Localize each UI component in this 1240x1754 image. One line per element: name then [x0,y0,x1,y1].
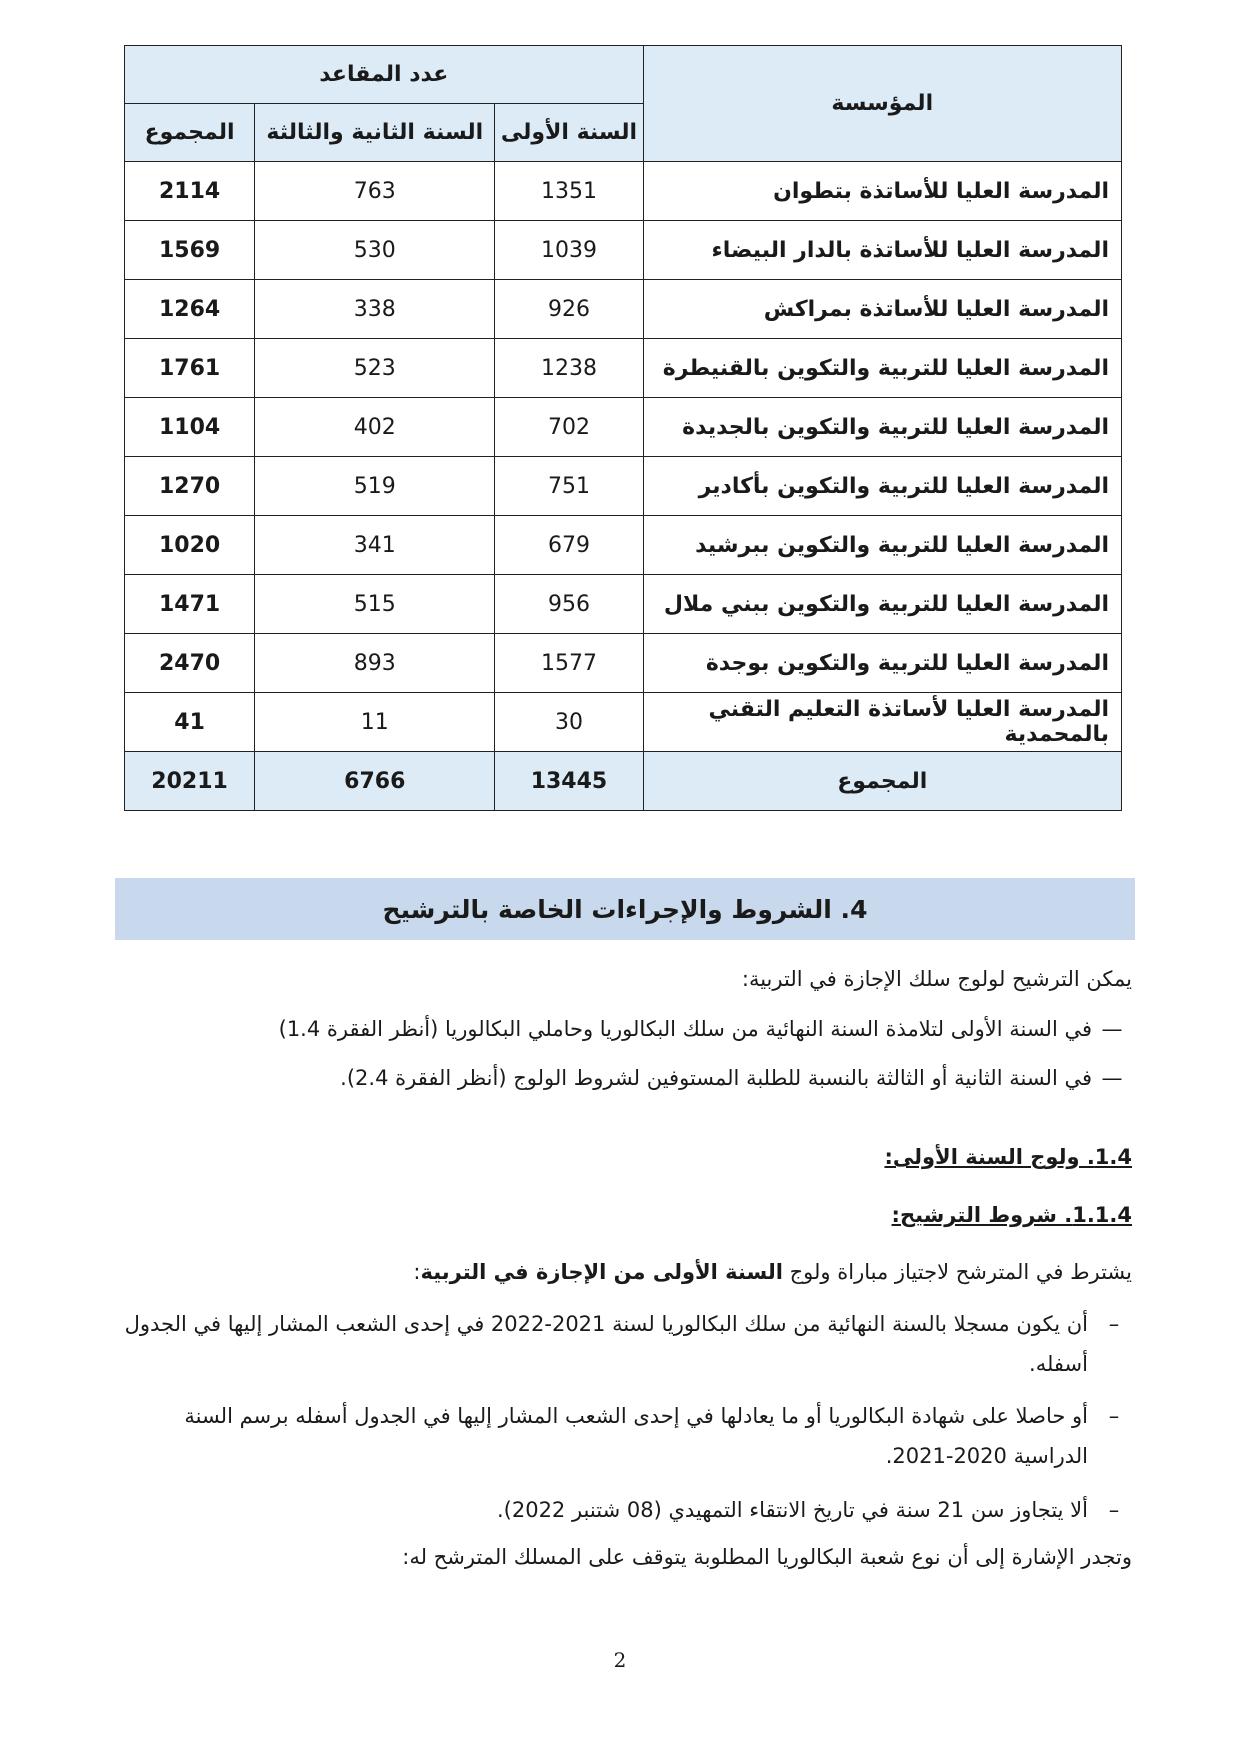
cell-year1: 751 [495,457,643,516]
cell-total: 1761 [125,339,255,398]
cell-institution: المدرسة العليا للأساتذة بالدار البيضاء [643,221,1121,280]
cell-year1: 956 [495,575,643,634]
table-row [125,457,1122,516]
cell-year1: 30 [495,693,643,752]
table-row [125,162,1122,221]
cell-total: 1270 [125,457,255,516]
header-year23: السنة الثانية والثالثة [255,104,495,162]
cell-year23: 515 [255,575,495,634]
cell-year23: 341 [255,516,495,575]
dash-icon: – [1108,1312,1120,1336]
list-item [279,1017,1132,1041]
cell-year1: 702 [495,398,643,457]
dash-icon: — [1101,1066,1123,1090]
condition-text: أن يكون مسجلا بالسنة النهائية من سلك البكالوريا لسنة 2021-2022 في إحدى الشعب المشار إليها في الجدول أسفله. [124,1312,1088,1376]
cell-year1: 1238 [495,339,643,398]
cell-institution: المدرسة العليا للتربية والتكوين ببني ملال [643,575,1121,634]
condition-intro-bold: السنة الأولى من الإجازة في التربية [420,1260,783,1284]
table-row [125,575,1122,634]
cell-institution: المدرسة العليا للأساتذة بتطوان [643,162,1121,221]
cell-year23: 519 [255,457,495,516]
table-row [125,516,1122,575]
seats-table [124,45,1122,811]
dash-icon: — [1101,1017,1123,1041]
cell-institution: المدرسة العليا للتربية والتكوين بأكادير [643,457,1121,516]
condition-intro [413,1260,1132,1284]
cell-institution: المدرسة العليا للتربية والتكوين ببرشيد [643,516,1121,575]
table-row [125,398,1122,457]
list-item [112,1304,1132,1384]
cell-year1: 926 [495,280,643,339]
condition-intro-colon: : [413,1260,421,1284]
cell-year23: 763 [255,162,495,221]
table-row [125,339,1122,398]
cell-institution: المدرسة العليا للأساتذة بمراكش [643,280,1121,339]
intro-text: يمكن الترشيح لولوج سلك الإجازة في التربية: [741,967,1132,991]
header-institution: المؤسسة [643,46,1121,162]
footer-label: المجموع [643,752,1121,811]
cell-year23: 402 [255,398,495,457]
condition-text: أو حاصلا على شهادة البكالوريا أو ما يعادلها في إحدى الشعب المشار إليها في الجدول أسفله برسم السنة الدراسية 2020-2021. [184,1404,1088,1468]
list-item [112,1396,1132,1476]
page-number: 2 [613,1648,627,1672]
subheading-1-1-4: 1.1.4. شروط الترشيح: [891,1203,1132,1227]
header-seats-group: عدد المقاعد [125,46,644,104]
table-row [125,280,1122,339]
cell-institution: المدرسة العليا للتربية والتكوين بوجدة [643,634,1121,693]
table-row [125,693,1122,752]
cell-total: 1569 [125,221,255,280]
cell-year23: 11 [255,693,495,752]
cell-year23: 893 [255,634,495,693]
header-year1: السنة الأولى [495,104,643,162]
cell-year23: 338 [255,280,495,339]
cell-year1: 1577 [495,634,643,693]
cell-total: 1264 [125,280,255,339]
bullet-text: في السنة الأولى لتلامذة السنة النهائية من سلك البكالوريا وحاملي البكالوريا (أنظر الفقرة 1.4) [278,1017,1092,1041]
cell-institution: المدرسة العليا لأساتذة التعليم التقني بالمحمدية [643,693,1121,752]
cell-year23: 530 [255,221,495,280]
footer-year1: 13445 [495,752,643,811]
cell-total: 1471 [125,575,255,634]
cell-total: 1020 [125,516,255,575]
table-row [125,221,1122,280]
cell-institution: المدرسة العليا للتربية والتكوين بالجديدة [643,398,1121,457]
cell-institution: المدرسة العليا للتربية والتكوين بالقنيطرة [643,339,1121,398]
cell-total: 2114 [125,162,255,221]
dash-icon: – [1108,1498,1120,1522]
footer-total: 20211 [125,752,255,811]
condition-intro-text: يشترط في المترشح لاجتياز مباراة ولوج [782,1260,1132,1284]
section-heading: 4. الشروط والإجراءات الخاصة بالترشيح [115,878,1135,940]
list-item [340,1066,1132,1090]
cell-year1: 1351 [495,162,643,221]
cell-total: 1104 [125,398,255,457]
cell-total: 41 [125,693,255,752]
cell-year1: 679 [495,516,643,575]
cell-total: 2470 [125,634,255,693]
cell-year23: 523 [255,339,495,398]
bullet-text: في السنة الثانية أو الثالثة بالنسبة للطلبة المستوفين لشروط الولوج (أنظر الفقرة 2.4). [340,1066,1092,1090]
closing-text: وتجدر الإشارة إلى أن نوع شعبة البكالوريا المطلوبة يتوقف على المسلك المترشح له: [402,1545,1132,1569]
condition-text: ألا يتجاوز سن 21 سنة في تاريخ الانتقاء التمهيدي (08 شتنبر 2022). [496,1498,1088,1522]
table-total-row [125,752,1122,811]
table-row [125,634,1122,693]
header-total: المجموع [125,104,255,162]
dash-icon: – [1108,1404,1120,1428]
footer-year23: 6766 [255,752,495,811]
subheading-1-4: 1.4. ولوج السنة الأولى: [884,1145,1132,1169]
list-item [112,1490,1132,1530]
cell-year1: 1039 [495,221,643,280]
